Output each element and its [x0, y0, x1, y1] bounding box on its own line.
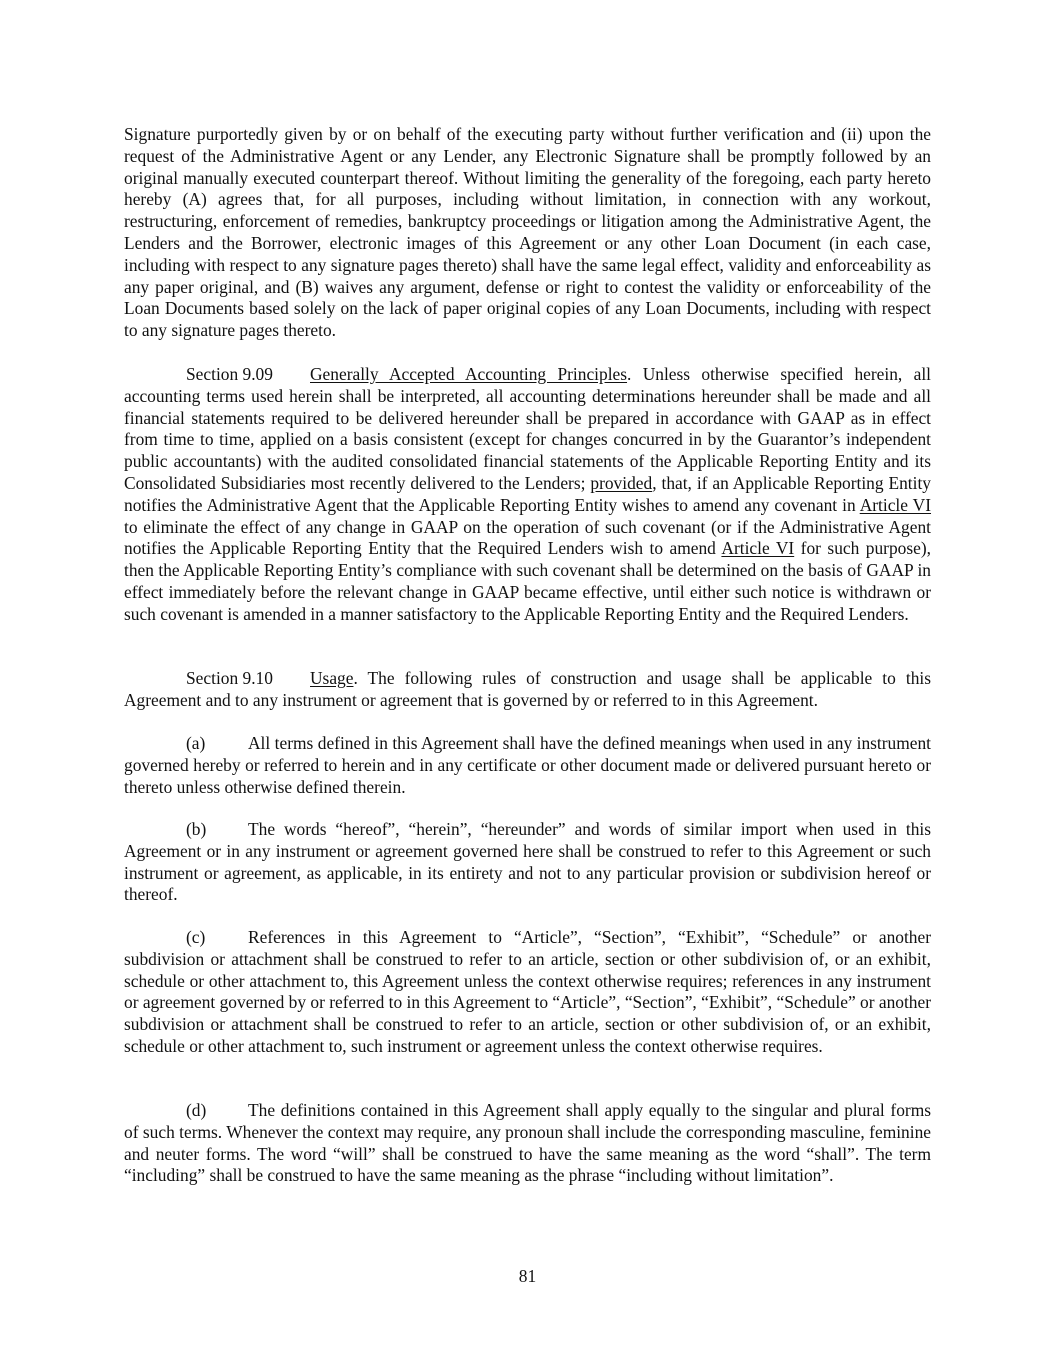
clause-label: (a): [186, 733, 206, 753]
section-number: Section 9.09: [186, 364, 273, 384]
section-9-09: [124, 364, 931, 626]
paragraph-intro: [124, 124, 931, 342]
article-reference: Article VI: [859, 494, 932, 515]
clause-text: All terms defined in this Agreement shall have the defined meanings when used in any instrument governed hereby or referred to herein and in any certificate or other document made or delivered pursuant hereto or thereto unless otherwise defined therein.: [124, 733, 931, 797]
article-reference: Article VI: [721, 538, 795, 559]
clause-d: [124, 1100, 931, 1187]
section-text: to eliminate the effect of any change in GAAP on the operation of such covenant (or if the Administrative Agent notifies the Applicable Reporting Entity that the Required Lenders wish to amend: [124, 516, 931, 559]
section-text: for such purpose), then the Applicable Reporting Entity’s compliance with such covenant shall be determined on the basis of GAAP in effect immediately before the relevant change in GAAP became effective, until either such notice is withdrawn or such covenant is amended in a manner satisfactory to the Applicable Reporting Entity and the Required Lenders.: [124, 538, 931, 624]
section-text: , that, if an Applicable Reporting Entity notifies the Administrative Agent that the Applicable Reporting Entity wishes to amend any covenant in: [124, 472, 931, 515]
section-heading: Usage: [310, 668, 354, 688]
clause-a: [124, 733, 931, 798]
section-9-10: [124, 668, 931, 712]
section-heading: Generally Accepted Accounting Principles: [310, 364, 628, 384]
provided-term: provided: [590, 472, 653, 493]
clause-label: (d): [186, 1100, 207, 1120]
clause-text: The definitions contained in this Agreement shall apply equally to the singular and plural forms of such terms. Whenever the context may require, any pronoun shall include the corresponding masculine, feminine and neuter forms. The word “will” shall be construed to have the same meaning as the word “shall”. The term “including” shall be construed to have the same meaning as the phrase “including without limitation”.: [124, 1100, 931, 1186]
clause-text: References in this Agreement to “Article”, “Section”, “Exhibit”, “Schedule” or another subdivision or attachment shall be construed to refer to an article, section or other subdivision of, or an exhibit, schedule or other attachment to, this Agreement unless the context otherwise requires; references in any instrument or agreement governed by or referred to in this Agreement to “Article”, “Section”, “Exhibit”, “Schedule” or another subdivision or attachment shall be construed to refer to an article, section or other subdivision of, or an exhibit, schedule or other attachment to, such instrument or agreement unless the context otherwise requires.: [124, 927, 931, 1056]
section-number: Section 9.10: [186, 668, 273, 688]
section-text: . The following rules of construction and usage shall be applicable to this Agreement and to any instrument or agreement that is governed by or referred to in this Agreement.: [124, 668, 931, 710]
clause-text: The words “hereof”, “herein”, “hereunder” and words of similar import when used in this Agreement or in any instrument or agreement governed here shall be construed to refer to this Agreement or such instrument or agreement, as applicable, in its entirety and not to any particular provision or subdivision hereof or thereof.: [124, 819, 931, 905]
clause-c: [124, 927, 931, 1058]
page-number: 81: [518, 1266, 537, 1286]
paragraph-intro-text: Signature purportedly given by or on behalf of the executing party without further verification and (ii) upon the request of the Administrative Agent or any Lender, any Electronic Signature shall be promptly followed by an original manually executed counterpart thereof. Without limiting the generality of the foregoing, each party hereto hereby (A) agrees that, for all purposes, including without limitation, in connection with any workout, restructuring, enforcement of remedies, bankruptcy proceedings or litigation among the Administrative Agent, the Lenders and the Borrower, electronic images of this Agreement or any other Loan Document (in each case, including with respect to any signature pages thereto) shall have the same legal effect, validity and enforceability as any paper original, and (B) waives any argument, defense or right to contest the validity or enforceability of the Loan Documents based solely on the lack of paper original copies of any Loan Documents, including with respect to any signature pages thereto.: [124, 124, 931, 341]
clause-b: [124, 819, 931, 906]
clause-label: (c): [186, 927, 206, 947]
section-text: . Unless otherwise specified herein, all accounting terms used herein shall be interpreted, all accounting determinations hereunder shall be made and all financial statements required to be delivered hereunder shall be prepared in accordance with GAAP as in effect from time to time, applied on a basis consistent (except for changes concurred in by the Guarantor’s independent public accountants) with the audited consolidated financial statements of the Applicable Reporting Entity and its Consolidated Subsidiaries most recently delivered to the Lenders;: [124, 364, 931, 493]
clause-label: (b): [186, 819, 207, 839]
